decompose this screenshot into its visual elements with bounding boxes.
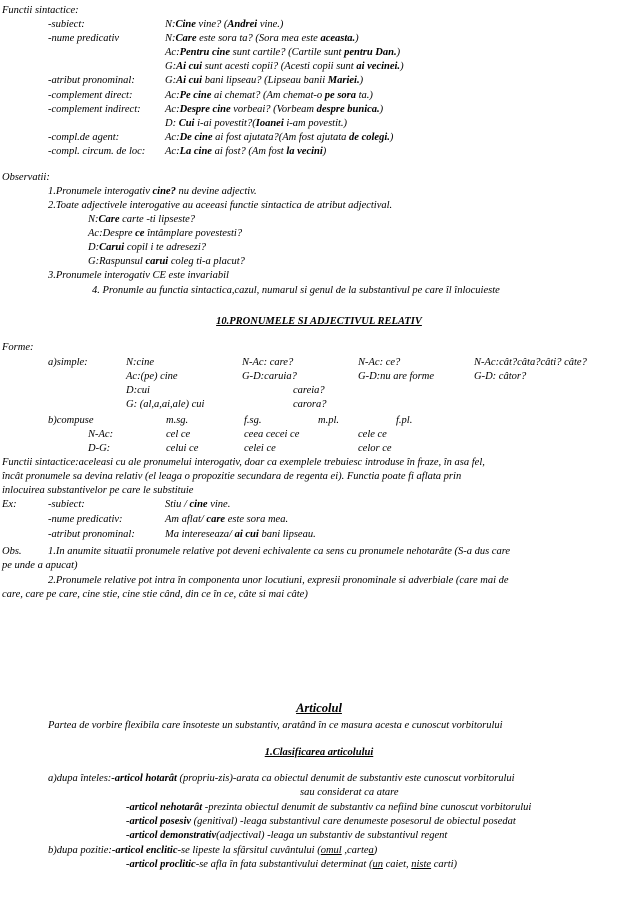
simple-col-4: N-Ac:cât?câta?câti? câte? G-D: câtor?	[474, 357, 587, 382]
simple-col-3: N-Ac: ce? G-D:nu are forme	[358, 357, 435, 382]
function-example: Ac:De cine ai fost ajutata?(Am fost ajutata de colegi.)	[165, 131, 394, 143]
function-example: Ac:La cine ai fost? (Am fost la vecini)	[165, 145, 327, 157]
compuse-header: m.sg.	[166, 415, 189, 426]
compuse-cell: cel ce	[166, 429, 191, 440]
function-example: G:Ai cui bani lipseau? (Lipseau banii Mariei.)	[165, 75, 364, 87]
compuse-header: f.sg.	[244, 415, 262, 426]
function-example: G:Ai cui sunt acesti copii? (Acesti copii sunt ai vecinei.)	[165, 61, 404, 73]
paragraph-line: 1.In anumite situatii pronumele relative pot deveni echivalente ca sens cu pronumele nehotarâte (S-a dus care	[48, 546, 511, 557]
classification-item: -articol nehotarât -prezinta obiectul denumit de substantiv ca nefiind bine cunoscut vorbitorului	[126, 802, 532, 813]
function-example: Ac:Pe cine ai chemat? (Am chemat-o pe sora ta.)	[165, 89, 373, 101]
function-label: -subiect:	[48, 19, 85, 30]
observation-example: G:Raspunsul carui coleg ti-a placut?	[88, 256, 245, 267]
function-label: -complement direct:	[48, 89, 133, 101]
compuse-cell: celui ce	[166, 443, 199, 454]
example-label: -atribut pronominal:	[48, 529, 135, 540]
classification-b: b)dupa pozitie:-articol enclitic-se lipeste la sfârsitul cuvântului (omul ,cartea)	[48, 845, 378, 856]
function-example: Ac:Pentru cine sunt cartile? (Cartile sunt pentru Dan.)	[165, 47, 401, 59]
compuse-cell: ceea cecei ce	[244, 429, 300, 440]
section-heading: 1.Clasificarea articolului	[264, 747, 374, 758]
function-example: N:Cine vine? (Andrei vine.)	[165, 19, 284, 30]
paragraph-line: Functii sintactice:aceleasi cu ale pronumelui interogativ, doar ca exemplele trebuiesc introduse în fraze, în asa fel,	[2, 457, 485, 468]
function-label: -compl. circum. de loc:	[48, 145, 146, 157]
observation-4: 4. Pronumle au functia sintactica,cazul, numarul si genul de la substantivul pe care îl înlocuieste	[92, 285, 500, 296]
function-label: -compl.de agent:	[48, 131, 120, 143]
function-label: -complement indirect:	[48, 103, 141, 115]
observation-2: 2.Toate adjectivele interogative au aceeasi functie sintactica de atribut adjectival.	[48, 200, 393, 211]
function-example: N:Care este sora ta? (Sora mea este aceasta.)	[165, 33, 359, 45]
function-example: D: Cui i-ai povestit?(Ioanei i-am povestit.)	[165, 117, 348, 129]
compuse-label: b)compuse	[48, 415, 94, 426]
ex-label: Ex:	[2, 499, 17, 510]
example-sentence: Stiu / cine vine.	[165, 499, 231, 510]
section-heading: 10.PRONUMELE SI ADJECTIVUL RELATIV	[216, 316, 422, 327]
paragraph-line: inlocuirea substantivelor pe care le substituie	[2, 485, 194, 496]
section-label: Functii sintactice:	[2, 5, 79, 16]
compuse-cell: cele ce	[358, 429, 387, 440]
classification-item: -articol proclitic-se afla în fata substantivului determinat (un caiet, niste carti)	[126, 859, 458, 870]
compuse-row-label: N-Ac:	[88, 429, 114, 440]
forme-label: Forme:	[2, 342, 34, 353]
compuse-header: m.pl.	[318, 415, 339, 426]
paragraph-line: încât pronumele sa devina relativ (el leaga o propozitie secundara de regenta ei). Functia poate fi aflata prin	[2, 471, 462, 482]
observation-example: N:Care carte -ti lipseste?	[88, 214, 196, 225]
function-label: -atribut pronominal:	[48, 75, 135, 87]
simple-col-2: N-Ac: care? G-D:caruia?	[242, 357, 297, 382]
example-sentence: Am aflat/ care este sora mea.	[165, 514, 289, 525]
example-label: -nume predicativ:	[48, 514, 123, 525]
classification-item: -articol demonstrativ(adjectival) -leaga un substantiv de substantivul regent	[126, 830, 448, 841]
example-sentence: Ma intereseaza/ ai cui bani lipseau.	[165, 529, 316, 540]
classification-a-cont: sau considerat ca atare	[300, 787, 399, 798]
classification-a: a)dupa înteles:-articol hotarât (propriu-zis)-arata ca obiectul denumit de substantiv este cunoscut vorbitorului	[48, 773, 515, 784]
example-label: -subiect:	[48, 499, 85, 510]
paragraph-line: care, care pe care, cine stie, cine stie când, din ce în ce, câte si mai câte)	[2, 589, 308, 600]
section-title: Articolul	[296, 701, 342, 715]
observation-example: Ac:Despre ce întâmplare povestesti?	[88, 228, 243, 239]
simple-col-2b: careia? carora?	[293, 385, 327, 410]
observation-example: D:Carui copil i te adresezi?	[88, 242, 207, 253]
observation-1: 1.Pronumele interogativ cine? nu devine adjectiv.	[48, 186, 257, 197]
compuse-cell: celei ce	[244, 443, 276, 454]
paragraph-line: 2.Pronumele relative pot intra în componenta unor locutiuni, expresii pronominale si adverbiale (care mai de	[48, 575, 509, 586]
obs-label: Obs.	[2, 546, 22, 557]
compuse-row-label: D-G:	[88, 443, 111, 454]
function-example: Ac:Despre cine vorbeai? (Vorbeam despre bunica.)	[165, 103, 384, 115]
definition: Partea de vorbire flexibila care însoteste un substantiv, aratând în ce masura acesta e cunoscut vorbitorului	[48, 720, 503, 731]
classification-item: -articol posesiv (genitival) -leaga substantivul care denumeste posesorul de obiectul posedat	[126, 816, 516, 827]
simple-label: a)simple:	[48, 357, 88, 368]
compuse-header: f.pl.	[396, 415, 413, 426]
simple-col-1: N:cine Ac:(pe) cine D:cui G: (al,a,ai,ale) cui	[126, 357, 205, 410]
paragraph-line: pe unde a apucat)	[2, 560, 78, 571]
observation-3: 3.Pronumele interogativ CE este invariabil	[48, 270, 229, 281]
section-label: Observatii:	[2, 172, 50, 183]
function-label: -nume predicativ	[48, 33, 120, 45]
compuse-cell: celor ce	[358, 443, 392, 454]
